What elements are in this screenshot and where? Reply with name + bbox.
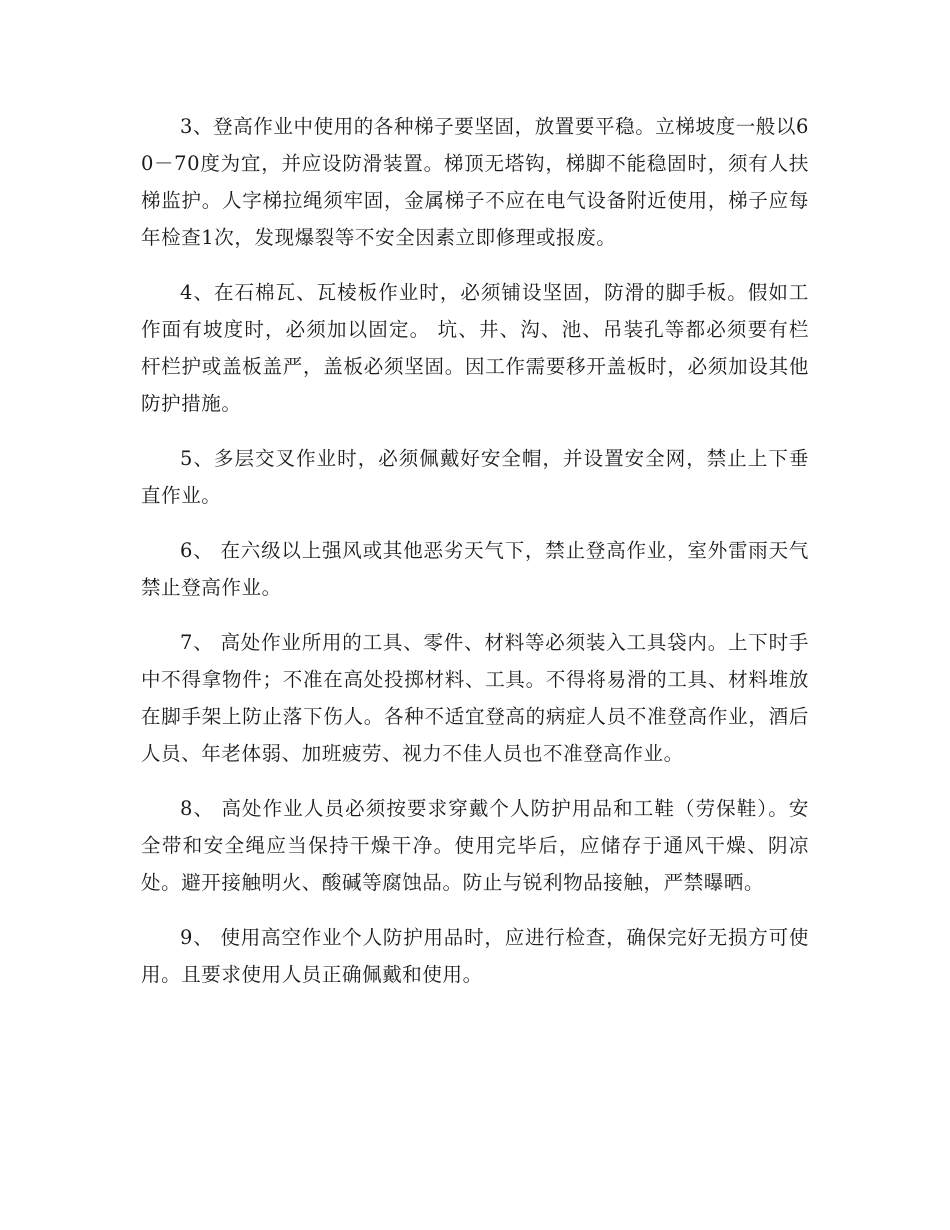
- paragraph-item-7: 7、 高处作业所用的工具、零件、材料等必须装入工具袋内。上下时手中不得拿物件；不准在高处投掷材料、工具。不得将易滑的工具、材料堆放在脚手架上防止落下伤人。各种不适宜登高的病症人员不准登高作业，酒后人员、年老体弱、加班疲劳、视力不佳人员也不准登高作业。: [141, 631, 809, 765]
- paragraph-item-6: 6、 在六级以上强风或其他恶劣天气下，禁止登高作业，室外雷雨天气禁止登高作业。: [141, 539, 809, 599]
- document-body: [141, 108, 809, 1011]
- paragraph-item-5: 5、多层交叉作业时，必须佩戴好安全帽，并设置安全网，禁止上下垂直作业。: [141, 447, 809, 507]
- paragraph-item-8: 8、 高处作业人员必须按要求穿戴个人防护用品和工鞋（劳保鞋）。安全带和安全绳应当保持干燥干净。使用完毕后，应储存于通风干燥、阴凉处。避开接触明火、酸碱等腐蚀品。防止与锐利物品接触，严禁曝晒。: [141, 797, 809, 894]
- paragraph-item-4: 4、在石棉瓦、瓦棱板作业时，必须铺设坚固，防滑的脚手板。假如工作面有坡度时，必须加以固定。 坑、井、沟、池、吊装孔等都必须要有栏杆栏护或盖板盖严，盖板必须坚固。因工作需要移开盖板时，必须加设其他防护措施。: [141, 281, 809, 415]
- paragraph-item-9: 9、 使用高空作业个人防护用品时，应进行检查，确保完好无损方可使用。且要求使用人员正确佩戴和使用。: [141, 926, 809, 986]
- paragraph-item-3: 3、登高作业中使用的各种梯子要坚固，放置要平稳。立梯坡度一般以60－70度为宜，并应设防滑装置。梯顶无塔钩，梯脚不能稳固时，须有人扶梯监护。人字梯拉绳须牢固，金属梯子不应在电气设备附近使用，梯子应每年检查1次，发现爆裂等不安全因素立即修理或报废。: [141, 115, 810, 249]
